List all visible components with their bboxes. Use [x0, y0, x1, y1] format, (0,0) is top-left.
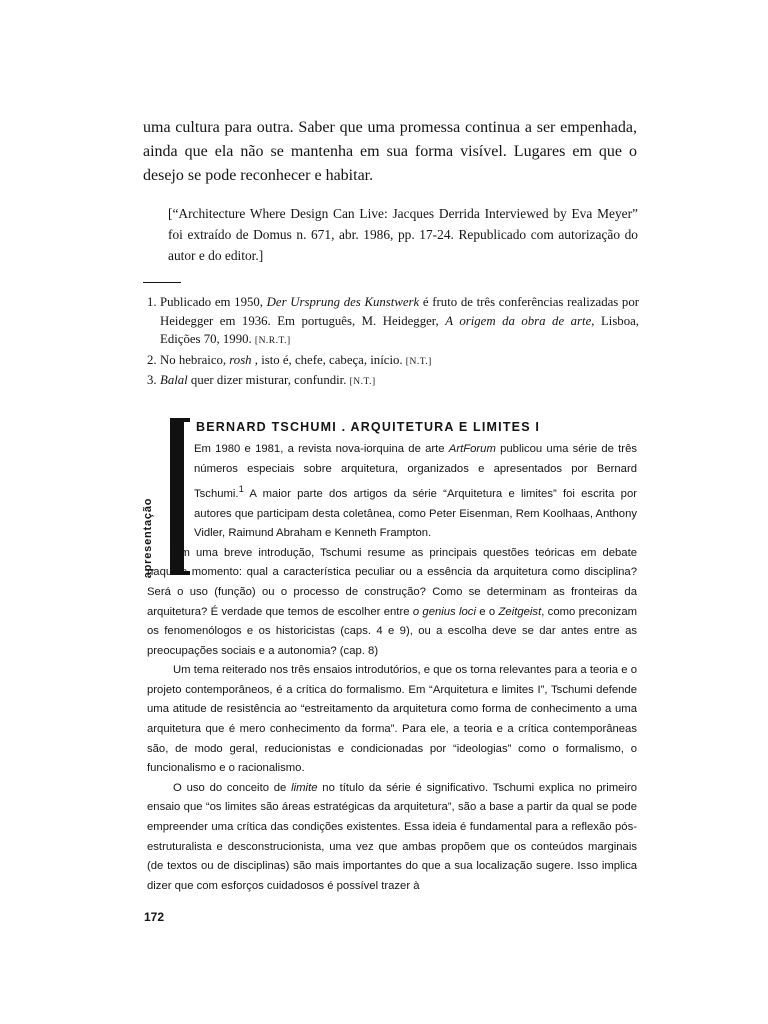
footnote-italic: Der Ursprung des Kunstwerk	[266, 295, 420, 309]
text-run: A maior parte dos artigos da série “Arquitetura e limites” foi escrita por autores que participam desta coletânea, como Peter Eisenman, Rem Koolhaas, Anthony Vidler, Raimund Abraham e Kenneth Frampton.	[194, 487, 637, 540]
footnote-text: é fruto de três conferências realizadas por Heidegger em 1936. Em português, M. Heidegger,	[160, 295, 639, 328]
footnote-text: , Lisboa, Edições 70, 1990.	[160, 313, 639, 347]
footnote-number: 3.	[147, 373, 157, 388]
footnote-tag: [N.T.]	[405, 356, 432, 367]
text-run: , como preconizam os fenomenólogos e os historicistas (caps. 4 e 9), ou a escolha deve se dar antes entre as preocupações sociais e a autonomia? (cap. 8)	[147, 605, 638, 657]
text-run: O uso do conceito de	[173, 781, 292, 794]
footnote-italic: A origem da obra de arte	[445, 313, 592, 328]
footnote-number: 1.	[147, 295, 157, 309]
text-run: publicou uma série de três números especiais sobre arquitetura, organizados e apresentados por Bernard Tschumi.	[194, 443, 637, 500]
page-number: 172	[144, 910, 165, 924]
source-credit: [“Architecture Where Design Can Live: Jacques Derrida Interviewed by Eva Meyer” foi extraído de Domus n. 671, abr. 1986, pp. 17-24. Republicado com autorização do autor e do editor.]	[168, 206, 638, 263]
section-paragraph-3: Um tema reiterado nos três ensaios introdutórios, e que os torna relevantes para a teoria e o projeto contemporâneos, é a crítica do formalismo. Em “Arquitetura e limites I”, Tschumi defende uma atitude de resistência ao “estreitamento da arquitetura como forma de conhecimento a uma arquitetura que é mero conhecimento da forma”. Para ele, a teoria e a crítica contemporâneas são, de modo geral, reducionistas e condicionadas por “ideologias” como o formalismo, o funcionalismo e o racionalismo.	[147, 664, 637, 775]
footnote-italic: Balal	[160, 373, 188, 388]
text-run: no título da série é significativo. Tschumi explica no primeiro ensaio que “os limites são áreas estratégicas da arquitetura”, são a base a partir da qual se pode empreender uma crítica das condições existentes. Essa ideia é fundamental para a reflexão pós-estruturalista e desconstrucionista, uma vez que ambas propõem que os conteúdos marginais (de textos ou de disciplinas) são mais importantes do que a sua localização sugere. Isso implica dizer que com esforços cuidadosos é possível trazer à	[147, 781, 637, 892]
italic-run: Zeitgeist	[498, 605, 542, 618]
section-paragraph-2	[147, 544, 637, 662]
section-paragraph-1	[147, 440, 637, 544]
section-paragraph-4	[147, 779, 637, 897]
footnote-number: 2.	[147, 352, 157, 367]
footnote-text: No hebraico,	[160, 352, 230, 367]
italic-run: limite	[291, 781, 318, 794]
italic-run: o genius loci	[412, 605, 476, 618]
footnote-italic: rosh	[229, 352, 252, 367]
footnotes	[147, 293, 639, 392]
footnote-tag: [N.R.T.]	[254, 336, 291, 347]
footnote-3	[147, 371, 639, 392]
text-run: e o	[475, 605, 499, 618]
section-heading: BERNARD TSCHUMI . ARQUITETURA E LIMITES I	[196, 420, 541, 434]
footnote-text: , isto é, chefe, cabeça, início.	[251, 352, 406, 367]
italic-run: ArtForum	[448, 443, 496, 455]
footnote-text: Publicado em 1950,	[160, 295, 267, 309]
text-run: Em uma breve introdução, Tschumi resume as principais questões teóricas em debate naquele momento: qual a característica peculiar ou a essência da arquitetura como disciplina? Será o uso (função) ou o processo de construção? Como se determinam as fronteiras da arquitetura? É verdade que temos de escolher entre	[147, 546, 637, 618]
main-paragraph: uma cultura para outra. Saber que uma promessa continua a ser empenhada, ainda que ela não se mantenha em sua forma visível. Lugares em que o desejo se pode reconhecer e habitar.	[143, 119, 637, 184]
side-label-text: apresentação	[142, 497, 154, 579]
section-body	[147, 440, 637, 896]
footnote-2	[147, 351, 639, 372]
footnote-text: quer dizer misturar, confundir.	[187, 373, 350, 388]
main-text	[143, 116, 637, 188]
footnote-divider	[143, 282, 181, 283]
footnote-1	[147, 293, 639, 351]
text-run: Em 1980 e 1981, a revista nova-iorquina de arte	[194, 443, 449, 455]
footnote-ref: 1	[238, 483, 244, 495]
footnote-tag: [N.T.]	[349, 377, 376, 388]
